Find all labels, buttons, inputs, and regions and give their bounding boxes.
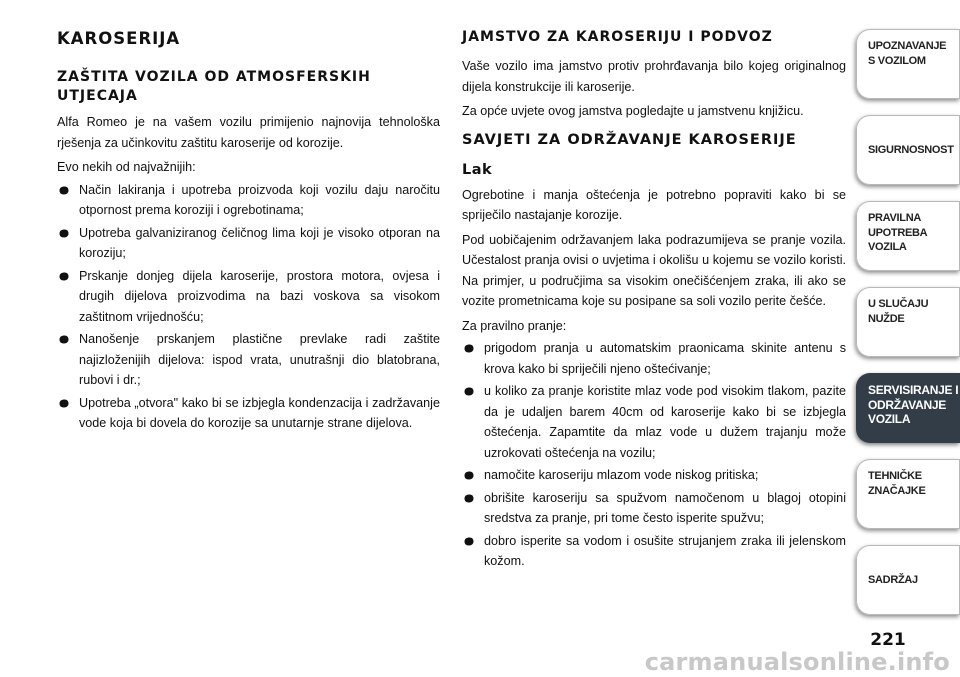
lak-paragraph-1: Ogrebotine i manja oštećenja je potrebno popraviti kako bi se spriječilo nastajanje korozije. [462,187,846,222]
tab-label-line: S VOZILOM [868,54,926,67]
list-intro: Evo nekih od najvažnijih: [57,160,196,174]
list-item-text: Prskanje donjeg dijela karoserije, prostora motora, ovjesa i drugih dijelova proizvodima na bazi voskova sa visokom zaštitnom vrijednošću; [79,268,440,324]
bullet-icon [464,537,474,546]
tab-label [868,573,918,588]
tab-label-line: TEHNIČKE [868,470,922,482]
wash-intro: Za pravilno pranje: [462,318,567,333]
list-item-text: obrišite karoseriju sa spužvom namočenom u blagoj otopini sredstva za pranje, pri tome često isperite spužvu; [484,490,846,525]
right-column [462,28,846,574]
tab-label [868,383,959,427]
list-item [57,393,440,434]
tab-label-line: VOZILA [868,241,907,253]
tab-chapter-7[interactable] [856,545,960,615]
bullet-icon [59,272,69,281]
intro-paragraph: Alfa Romeo je na vašem vozilu primijenio najnovija tehnološka rješenja za učinkovitu zaštitu karoserije od korozije. [57,115,440,150]
bullet-icon [59,229,69,238]
tab-chapter-5[interactable] [856,373,960,443]
list-item-text: dobro isperite sa vodom i osušite strujanjem zraka ili jelenskom kožom. [484,533,846,568]
bullet-icon [59,335,69,344]
washing-list [462,338,846,572]
bullet-icon [59,399,69,408]
list-item [57,180,440,221]
tab-label [868,143,954,158]
tab-label-line: SERVISIRANJE I [868,383,959,397]
tab-label-line: ODRŽAVANJE [868,397,946,412]
tab-label-line: VOZILA [868,412,911,426]
list-item-text: Upotreba „otvora" kako bi se izbjegla kondenzacija i zadržavanje vode koja bi dovela do korozije sa unutarnje strane dijelova. [79,395,440,430]
watermark: carmanualsonline.info [644,648,950,676]
tab-label-line: NUŽDE [868,312,905,325]
page-number: 221 [870,630,906,650]
tab-label-line: U SLUČAJU [868,298,929,310]
tab-label-line: UPOZNAVANJE [868,40,947,52]
tab-chapter-1[interactable] [856,29,960,99]
tab-label-line: ZNAČAJKE [868,484,926,497]
list-item-text: Upotreba galvaniziranog čeličnog lima koji je visoko otporan na koroziju; [79,225,440,260]
list-item [462,338,846,379]
maintenance-title: SAVJETI ZA ODRŽAVANJE KAROSERIJE [462,131,797,148]
protection-list [57,180,440,434]
bullet-icon [464,344,474,353]
tab-label [868,39,952,68]
list-item [462,381,846,463]
list-item [462,488,846,529]
tab-label [868,297,952,326]
bullet-icon [464,387,474,396]
bullet-icon [464,471,474,480]
tab-label-line: UPOTREBA [868,226,928,239]
subsection-title-protection: ZAŠTITA VOZILA OD ATMOSFERSKIH UTJECAJA [57,69,371,104]
warranty-title: JAMSTVO ZA KAROSERIJU I PODVOZ [462,29,773,45]
tab-chapter-3[interactable] [856,201,960,271]
warranty-paragraph-2: Za opće uvjete ovog jamstva pogledajte u jamstvenu knjižicu. [462,104,804,118]
list-item [57,223,440,264]
bullet-icon [59,186,69,195]
list-item-text: prigodom pranja u automatskim praonicama skinite antenu s krova kako bi spriječili njeno oštećivanje; [484,341,846,376]
tab-label-line: SADRŽAJ [868,573,918,586]
tab-chapter-2[interactable] [856,115,960,185]
tab-chapter-4[interactable] [856,287,960,357]
list-item-text: namočite karoseriju mlazom vode niskog pritiska; [484,468,759,482]
tab-label-line: SIGURNOSNOST [868,143,954,156]
warranty-paragraph-1: Vaše vozilo ima jamstvo protiv prohrđavanja bilo kojeg originalnog dijela konstrukcije ili karoserije. [462,59,846,94]
list-item-text: Nanošenje prskanjem plastične prevlake radi zaštite najizloženijih dijelova: ispod vrata, unutrašnji dio blatobrana, rubovi i dr.; [79,332,440,387]
list-item-text: Način lakiranja i upotreba proizvoda koji vozilu daju naročitu otpornost prema koroziji i ogrebotinama; [79,182,440,217]
list-item [57,329,440,391]
list-item-text: u koliko za pranje koristite mlaz vode pod visokim tlakom, pazite da je udaljen barem 40cm od karoserije kako bi se izbjegla oštećenja. Zapamtite da mlaz vode u dužem trajanju može uzrokovati oštećenja na vozilu; [484,384,846,460]
list-item [462,531,846,572]
tab-label [868,211,952,255]
section-title-karoserija: KAROSERIJA [57,29,181,48]
lak-paragraph-2: Pod uobičajenim održavanjem laka podrazumijeva se pranje vozila. Učestalost pranja ovisi o uvjetima i okolišu u kojemu se vozilo koristi. Na primjer, u područjima sa visokim onečišćenjem zraka, ili ako se vozite prometnicama koje su posipane sa soli vozilo perite češće. [462,232,846,308]
bullet-icon [464,494,474,503]
left-column [57,28,440,436]
tab-label-line: PRAVILNA [868,212,922,224]
lak-title: Lak [462,161,493,178]
list-item [57,266,440,328]
list-item [462,465,846,486]
tab-label [868,469,952,498]
tab-chapter-6[interactable] [856,459,960,529]
